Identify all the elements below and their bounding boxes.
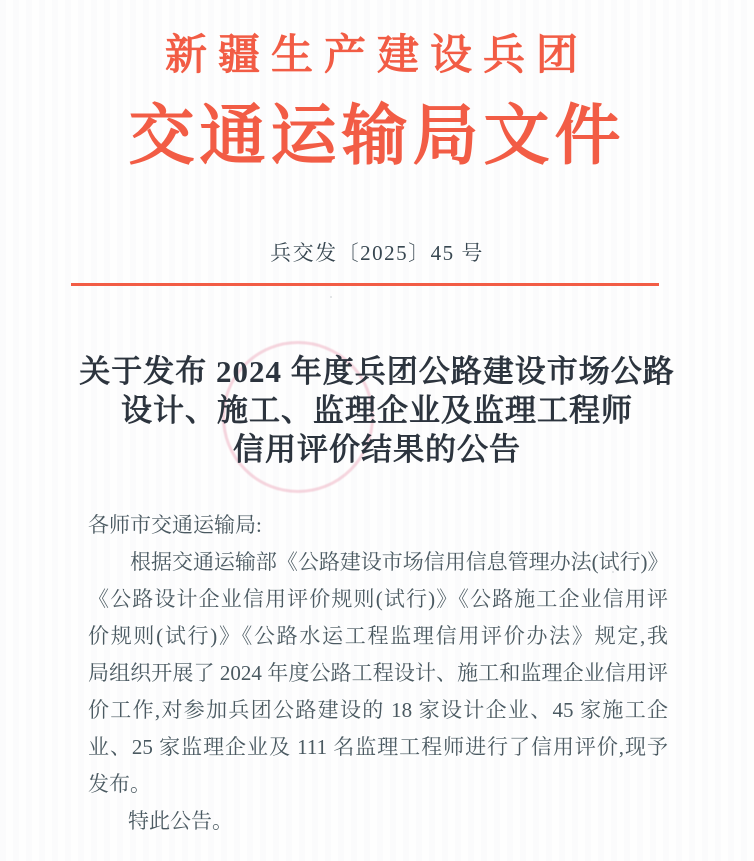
document-body — [88, 507, 668, 840]
document-title-line: 信用评价结果的公告 — [233, 432, 521, 467]
body-text-line: 根据交通运输部《公路建设市场信用信息管理办法(试行)》 — [130, 550, 668, 574]
body-text-line: 《公路设计企业信用评价规则(试行)》《公路施工企业信用评 — [88, 587, 668, 611]
red-separator-line — [71, 283, 659, 286]
document-title-line: 关于发布 2024 年度兵团公路建设市场公路 — [79, 354, 675, 389]
scan-speck — [612, 571, 614, 573]
body-text-line: 价规则(试行)》《公路水运工程监理信用评价办法》规定,我 — [88, 624, 668, 648]
scan-speck — [398, 676, 400, 678]
body-text-line: 业、25 家监理企业及 111 名监理工程师进行了信用评价,现予 — [88, 735, 668, 759]
doc-type-heading: 交通运输局文件 — [128, 100, 626, 173]
body-text-line: 发布。 — [88, 772, 151, 796]
doc-number: 兵交发〔2025〕45 号 — [270, 241, 484, 265]
document-title — [40, 352, 714, 469]
salutation: 各师市交通运输局: — [88, 513, 262, 537]
body-text-line: 价工作,对参加兵团公路建设的 18 家设计企业、45 家施工企 — [88, 698, 668, 722]
org-name-heading: 新疆生产建设兵团 — [164, 33, 589, 79]
scan-speck — [330, 296, 332, 298]
closing-statement: 特此公告。 — [128, 809, 233, 833]
body-text-line: 局组织开展了 2024 年度公路工程设计、施工和监理企业信用评 — [88, 661, 668, 685]
document-title-line: 设计、施工、监理企业及监理工程师 — [121, 393, 633, 428]
